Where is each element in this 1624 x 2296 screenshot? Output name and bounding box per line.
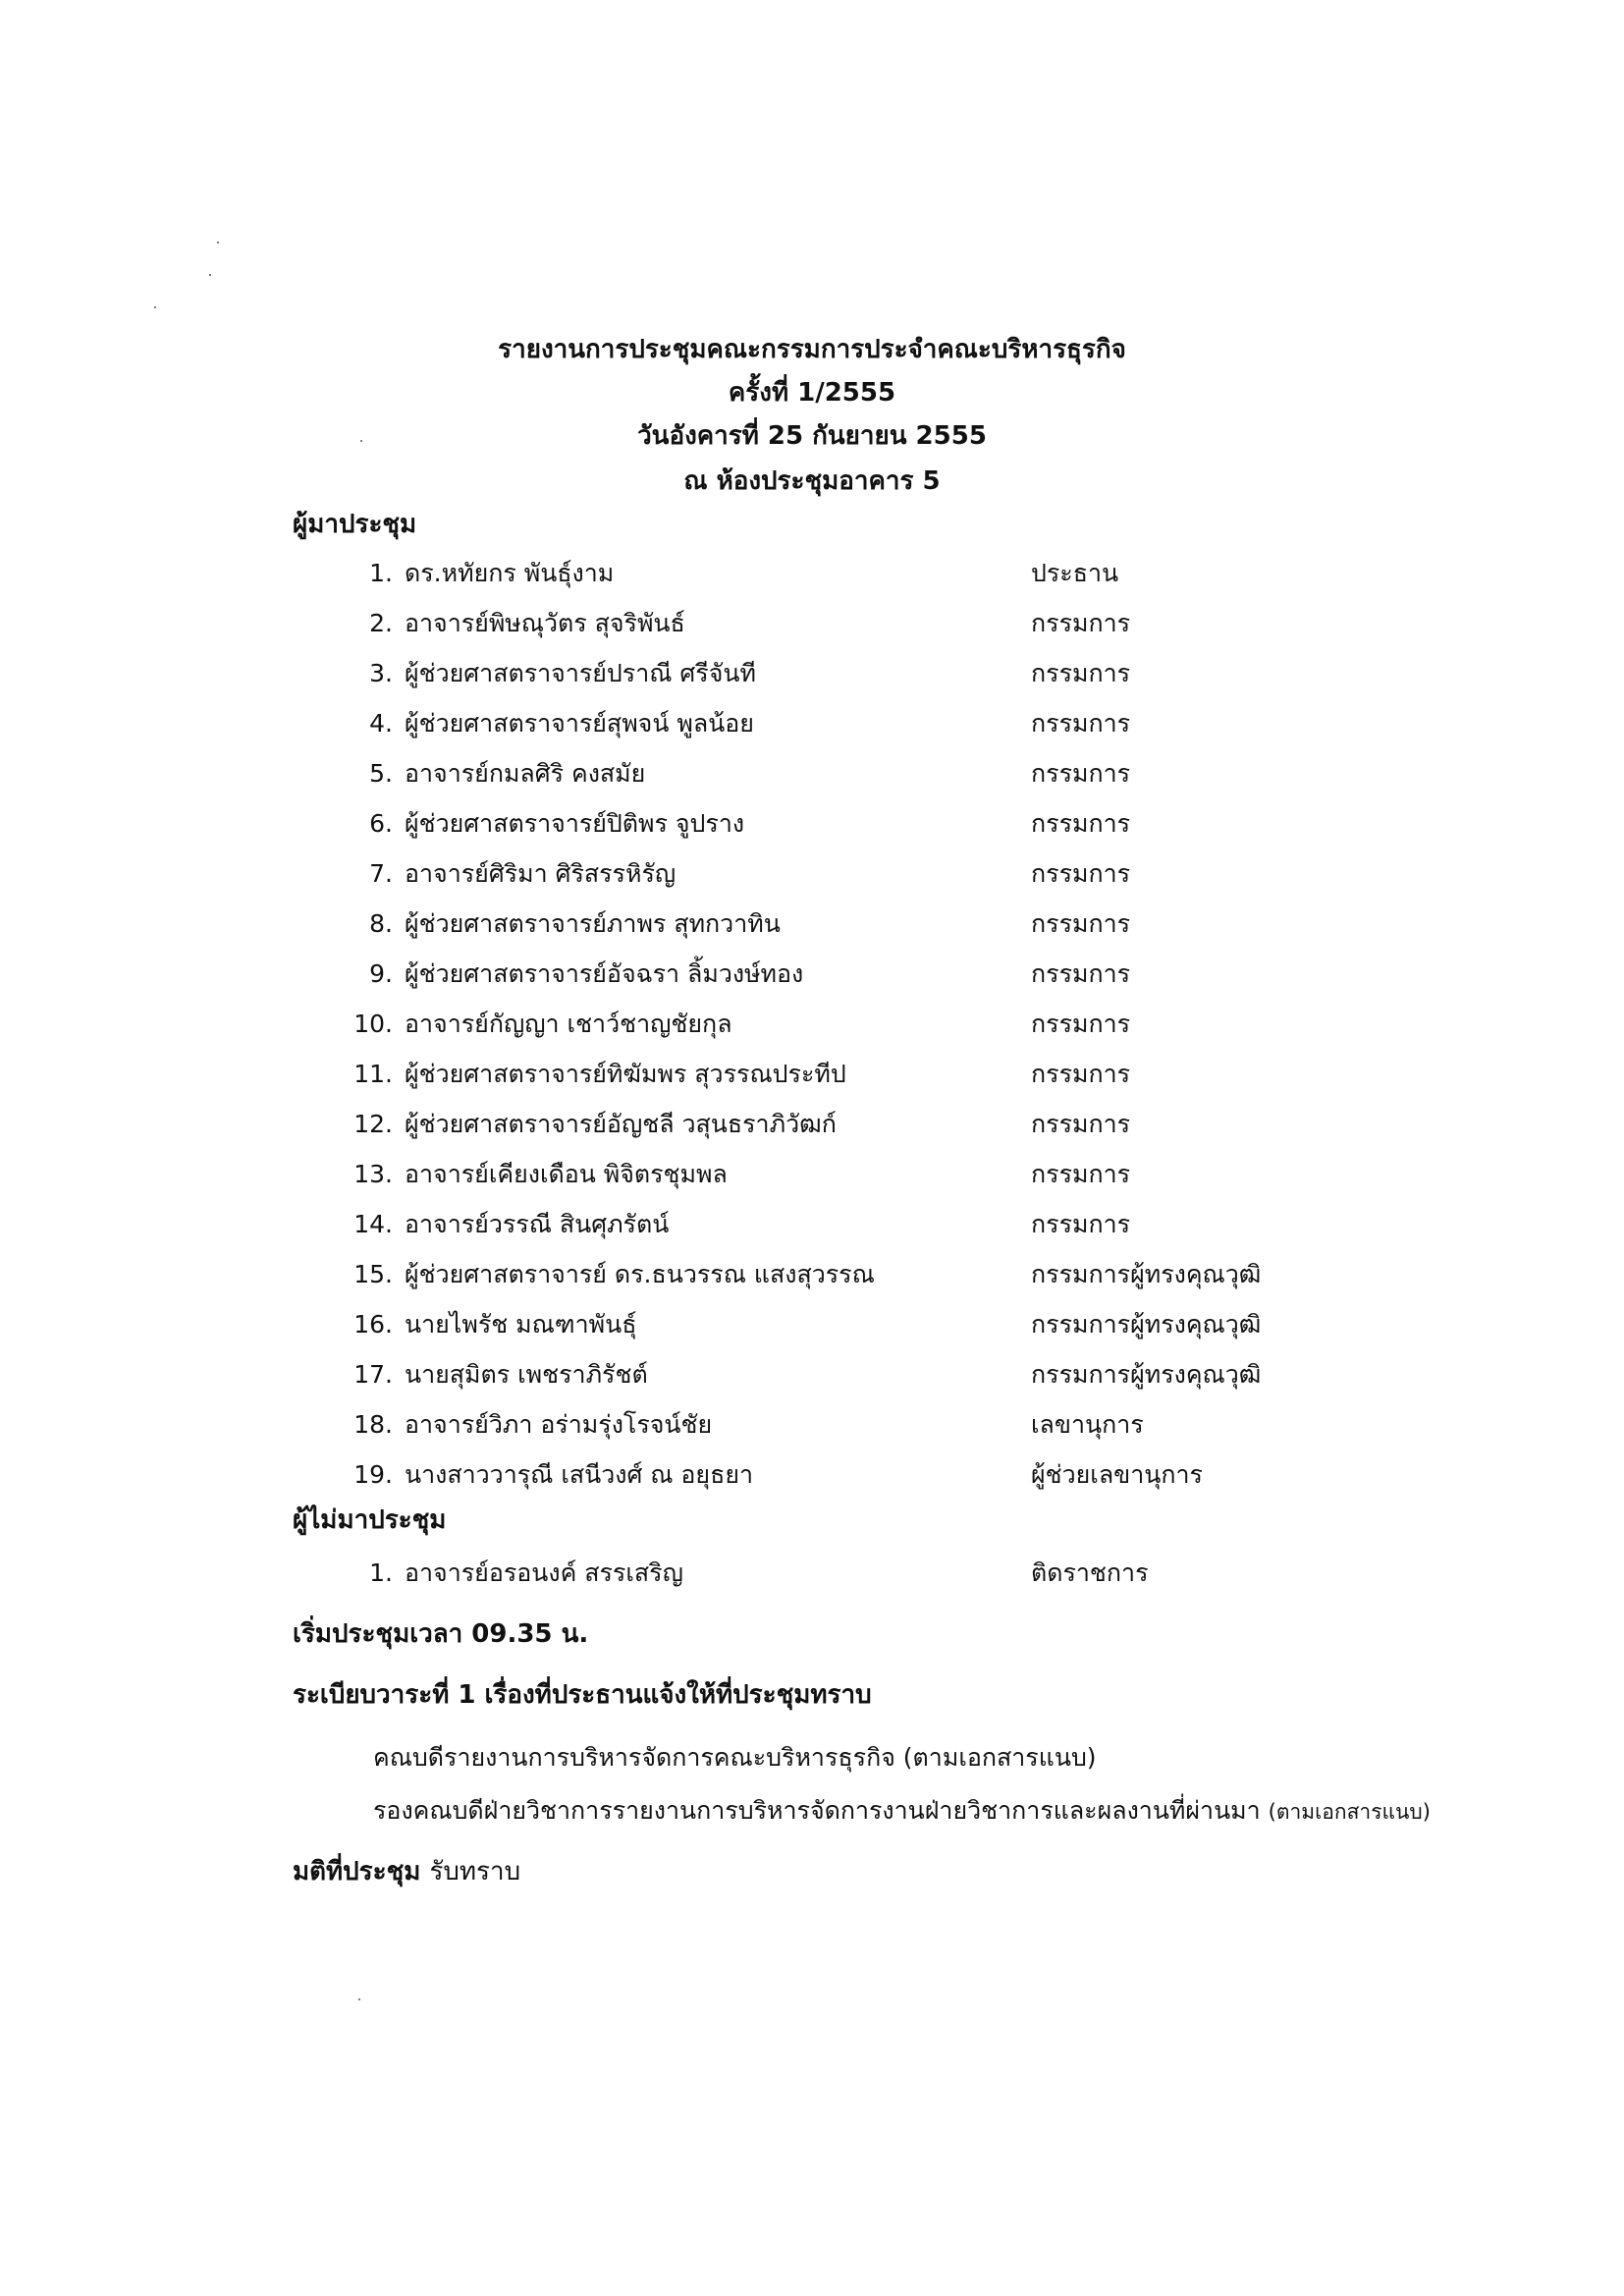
- member-name: อาจารย์ศิริมา ศิริสรรหิรัญ: [405, 859, 677, 888]
- agenda-1-item-2: [373, 1791, 1431, 1831]
- member-number: 11.: [353, 1060, 393, 1088]
- member-role: เลขานุการ: [1031, 1410, 1144, 1439]
- member-name: อาจารย์กมลศิริ คงสมัย: [405, 759, 646, 788]
- member-number: 12.: [353, 1110, 393, 1138]
- member-number: 18.: [353, 1410, 393, 1439]
- member-name: ผู้ช่วยศาสตราจารย์ปิติพร จูปราง: [405, 809, 745, 838]
- member-name: อาจารย์วิภา อร่ามรุ่งโรจน์ชัย: [405, 1410, 713, 1439]
- member-row: [0, 1253, 1624, 1296]
- member-role: ผู้ช่วยเลขานุการ: [1031, 1460, 1203, 1489]
- member-role: กรรมการ: [1031, 659, 1131, 687]
- agenda-1-item-2-note: (ตามเอกสารแนบ): [1268, 1800, 1431, 1824]
- member-name: อาจารย์พิษณุวัตร สุจริพันธ์: [405, 609, 685, 637]
- member-role: ประธาน: [1031, 559, 1119, 587]
- member-role: กรรมการ: [1031, 959, 1131, 988]
- scan-speck: [209, 274, 211, 276]
- member-number: 15.: [353, 1260, 393, 1288]
- member-name: นางสาววารุณี เสนีวงศ์ ณ อยุธยา: [405, 1460, 754, 1489]
- agenda-1-item-2-text: รองคณบดีฝ่ายวิชาการรายงานการบริหารจัดการงานฝ่ายวิชาการและผลงานที่ผ่านมา: [373, 1796, 1261, 1825]
- member-row: [0, 1203, 1624, 1246]
- member-row: [0, 1453, 1624, 1497]
- start-time: เริ่มประชุมเวลา 09.35 น.: [293, 1619, 589, 1649]
- member-role: กรรมการ: [1031, 1210, 1131, 1238]
- member-name: ผู้ช่วยศาสตราจารย์สุพจน์ พูลน้อย: [405, 709, 754, 738]
- member-number: 14.: [353, 1210, 393, 1238]
- member-number: 17.: [353, 1360, 393, 1389]
- agenda-1-item-1: คณบดีรายงานการบริหารจัดการคณะบริหารธุรกิจ (ตามเอกสารแนบ): [373, 1743, 1097, 1772]
- document-title: รายงานการประชุมคณะกรรมการประจำคณะบริหารธุรกิจ: [498, 335, 1126, 364]
- member-name: ผู้ช่วยศาสตราจารย์ ดร.ธนวรรณ แสงสุวรรณ: [405, 1260, 875, 1288]
- scan-speck: [154, 306, 156, 308]
- member-number: 2.: [369, 609, 393, 637]
- member-row: [0, 1103, 1624, 1146]
- member-name: ผู้ช่วยศาสตราจารย์ปราณี ศรีจันที: [405, 659, 756, 687]
- member-number: 3.: [369, 659, 393, 687]
- member-number: 1.: [369, 1558, 393, 1587]
- member-name: ผู้ช่วยศาสตราจารย์ภาพร สุทกวาทิน: [405, 909, 781, 938]
- member-role: กรรมการ: [1031, 759, 1131, 788]
- member-number: 6.: [369, 809, 393, 838]
- member-row: [0, 752, 1624, 795]
- absentees-heading: ผู้ไม่มาประชุม: [293, 1505, 447, 1535]
- member-role: กรรมการ: [1031, 809, 1131, 838]
- member-name: อาจารย์อรอนงค์ สรรเสริญ: [405, 1558, 683, 1587]
- member-name: ผู้ช่วยศาสตราจารย์อัญชลี วสุนธราภิวัฒก์: [405, 1110, 837, 1138]
- member-name: อาจารย์กัญญา เชาว์ชาญชัยกุล: [405, 1010, 732, 1038]
- member-name: นายไพรัช มณฑาพันธุ์: [405, 1310, 637, 1339]
- member-number: 19.: [353, 1460, 393, 1489]
- meeting-date: วันอังคารที่ 25 กันยายน 2555: [637, 421, 987, 451]
- meeting-session: ครั้งที่ 1/2555: [728, 378, 896, 408]
- member-row: [0, 1552, 1624, 1595]
- member-role: กรรมการผู้ทรงคุณวุฒิ: [1031, 1360, 1262, 1389]
- member-role: กรรมการ: [1031, 1110, 1131, 1138]
- member-row: [0, 1303, 1624, 1346]
- member-role: กรรมการ: [1031, 1160, 1131, 1188]
- member-row: [0, 602, 1624, 645]
- member-role: ติดราชการ: [1031, 1558, 1149, 1587]
- meeting-venue: ณ ห้องประชุมอาคาร 5: [683, 466, 941, 496]
- member-number: 4.: [369, 709, 393, 738]
- member-row: [0, 1153, 1624, 1196]
- member-number: 13.: [353, 1160, 393, 1188]
- resolution-label: มติที่ประชุม: [293, 1857, 421, 1886]
- member-row: [0, 953, 1624, 996]
- member-name: ผู้ช่วยศาสตราจารย์ทิฆัมพร สุวรรณประทีป: [405, 1060, 846, 1088]
- member-role: กรรมการ: [1031, 1010, 1131, 1038]
- agenda-1-resolution: [293, 1852, 520, 1891]
- member-row: [0, 1003, 1624, 1046]
- member-role: กรรมการ: [1031, 909, 1131, 938]
- member-number: 1.: [369, 559, 393, 587]
- member-number: 16.: [353, 1310, 393, 1339]
- member-row: [0, 702, 1624, 745]
- member-number: 5.: [369, 759, 393, 788]
- resolution-value: รับทราบ: [429, 1857, 521, 1886]
- member-row: [0, 902, 1624, 946]
- member-role: กรรมการ: [1031, 709, 1131, 738]
- member-number: 9.: [369, 959, 393, 988]
- member-row: [0, 1053, 1624, 1096]
- member-name: อาจารย์เคียงเดือน พิจิตรชุมพล: [405, 1160, 728, 1188]
- scan-speck: [217, 242, 219, 244]
- scan-speck: [358, 1998, 360, 2000]
- member-name: ดร.หทัยกร พันธุ์งาม: [405, 559, 615, 587]
- member-row: [0, 802, 1624, 846]
- member-row: [0, 652, 1624, 695]
- member-number: 10.: [353, 1010, 393, 1038]
- member-number: 7.: [369, 859, 393, 888]
- member-role: กรรมการผู้ทรงคุณวุฒิ: [1031, 1310, 1262, 1339]
- member-role: กรรมการผู้ทรงคุณวุฒิ: [1031, 1260, 1262, 1288]
- member-number: 8.: [369, 909, 393, 938]
- agenda-1-heading: ระเบียบวาระที่ 1 เรื่องที่ประธานแจ้งให้ที่ประชุมทราบ: [293, 1680, 872, 1710]
- member-row: [0, 552, 1624, 595]
- attendees-heading: ผู้มาประชุม: [293, 510, 417, 539]
- member-name: อาจารย์วรรณี สินศุภรัตน์: [405, 1210, 670, 1238]
- member-name: ผู้ช่วยศาสตราจารย์อัจฉรา ลิ้มวงษ์ทอง: [405, 959, 804, 988]
- member-name: นายสุมิตร เพชราภิรัชต์: [405, 1360, 648, 1389]
- member-row: [0, 1353, 1624, 1396]
- member-row: [0, 852, 1624, 896]
- member-role: กรรมการ: [1031, 1060, 1131, 1088]
- member-role: กรรมการ: [1031, 859, 1131, 888]
- member-role: กรรมการ: [1031, 609, 1131, 637]
- member-row: [0, 1403, 1624, 1447]
